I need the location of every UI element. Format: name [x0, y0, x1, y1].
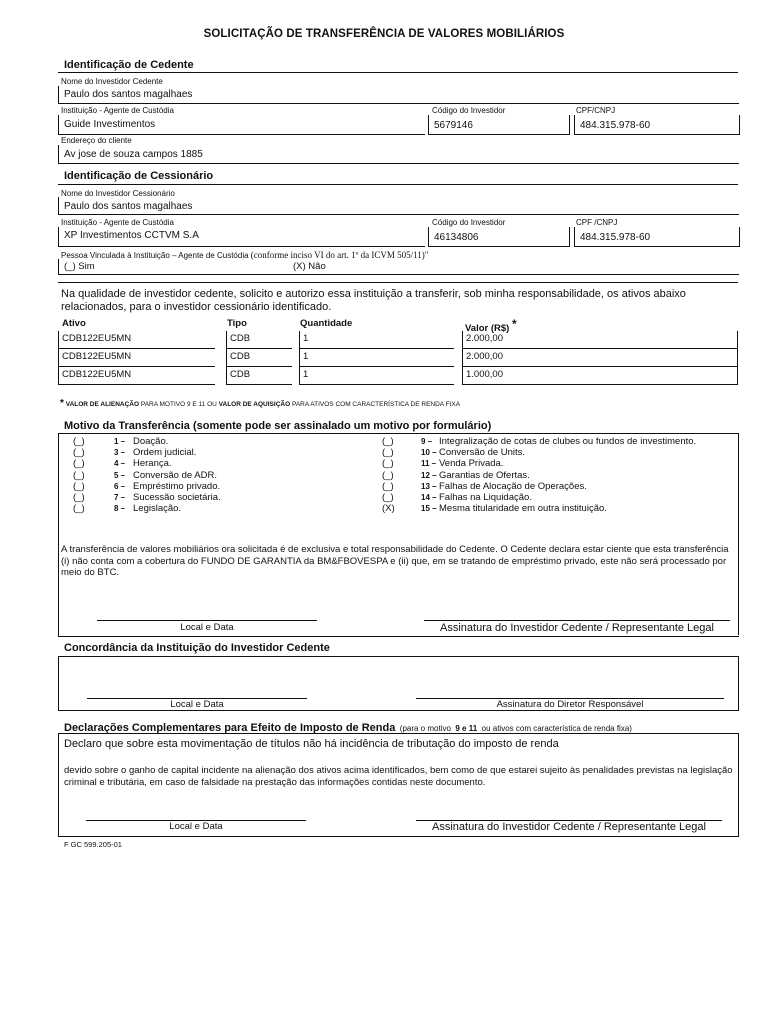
- cedente-section-title: Identificação de Cedente: [64, 59, 194, 71]
- motivo-left-label: Doação.: [133, 436, 169, 447]
- footnote-t1: PARA MOTIVO 9 E 11 OU: [140, 401, 217, 408]
- cedente-nome-label: Nome do Investidor Cedente: [61, 77, 163, 86]
- cedente-codigo-field[interactable]: [428, 115, 570, 135]
- motivo-right-number: 9 –: [421, 437, 433, 446]
- asset-tipo-cell[interactable]: CDB: [226, 331, 292, 349]
- vinculada-sim-option[interactable]: (_) Sim: [64, 261, 95, 272]
- cedente-cpf-value: 484.315.978-60: [580, 120, 651, 131]
- motivo-right-checkbox[interactable]: (_): [382, 469, 394, 481]
- header-valor-asterisk: *: [512, 317, 517, 331]
- vinculada-field: [58, 259, 739, 275]
- concordancia-right-border: [738, 656, 739, 711]
- motivo-left-checkbox[interactable]: (_): [73, 480, 85, 492]
- motivo-right-checkbox[interactable]: (_): [382, 492, 394, 503]
- asset-valor-cell[interactable]: 2.000,00: [462, 349, 738, 367]
- cedente-cpf-label: CPF/CNPJ: [576, 106, 616, 115]
- footnote: [60, 398, 460, 409]
- motivo-right-checkbox[interactable]: (_): [382, 447, 394, 459]
- cedente-cpf-field[interactable]: [574, 115, 740, 135]
- motivo-left-number: 7 –: [114, 493, 126, 502]
- asset-valor-cell[interactable]: 1.000,00: [462, 367, 738, 385]
- motivo-right-number: 15 –: [421, 504, 437, 514]
- motivo-left-label: Empréstimo privado.: [133, 480, 221, 492]
- header-valor-label: Valor (R$): [465, 323, 510, 334]
- motivo-left-number: 1 –: [114, 437, 126, 446]
- cedente-instituicao-value: Guide Investimentos: [64, 119, 156, 130]
- motivo-left-number: 3 –: [114, 448, 126, 458]
- motivo-right-label: Garantias de Ofertas.: [439, 469, 530, 481]
- footnote-star: *: [60, 398, 64, 409]
- motivo-right-checkbox[interactable]: (X): [382, 503, 395, 515]
- asset-quantidade-cell[interactable]: 1: [299, 331, 454, 349]
- motivo-rule: [58, 433, 738, 434]
- cessionario-nome-label: Nome do Investidor Cessionário: [61, 189, 175, 198]
- asset-tipo-cell[interactable]: CDB: [226, 349, 292, 367]
- cessionario-nome-field[interactable]: [58, 197, 739, 215]
- cessionario-codigo-field[interactable]: [428, 227, 570, 247]
- motivo-right-label: Mesma titularidade em outra instituição.: [439, 503, 607, 515]
- motivo-left-checkbox[interactable]: (_): [73, 503, 85, 515]
- cedente-rule: [58, 72, 738, 73]
- header-tipo: Tipo: [227, 318, 247, 329]
- cessionario-cpf-value: 484.315.978-60: [580, 232, 651, 243]
- cedente-codigo-label: Código do Investidor: [432, 106, 506, 115]
- concordancia-local-label: Local e Data: [170, 699, 224, 710]
- form-code: F GC 599.205-01: [64, 840, 122, 849]
- form-title: SOLICITAÇÃO DE TRANSFERÊNCIA DE VALORES MOBILIÁRIOS: [203, 28, 565, 40]
- declaracoes-section-title: Declarações Complementares para Efeito de Imposto de Renda: [64, 722, 396, 734]
- motivo-right-label: Conversão de Units.: [439, 447, 526, 459]
- asset-quantidade-cell[interactable]: 1: [299, 367, 454, 385]
- motivo-right-label: Falhas na Liquidação.: [439, 492, 532, 503]
- motivo-left-checkbox[interactable]: (_): [73, 436, 85, 447]
- motivo-right-checkbox[interactable]: (_): [382, 436, 394, 447]
- declaracoes-line1: Declaro que sobre esta movimentação de títulos não há incidência de tributação do imposto de renda: [64, 738, 559, 750]
- cessionario-rule: [58, 184, 738, 185]
- motivo-right-checkbox[interactable]: (_): [382, 458, 394, 470]
- cessionario-instituicao-label: Instituição - Agente de Custódia: [61, 218, 174, 227]
- cedente-nome-field[interactable]: [58, 86, 739, 104]
- declaracoes-line2: devido sobre o ganho de capital incidente na alienação dos ativos acima identificados, bem como de que estarei sujeito às penalidades previstas na legislação criminal e tributária, em caso de falsidade na prestação das informações contidas neste documento.: [64, 765, 733, 788]
- motivo-left-label: Conversão de ADR.: [133, 469, 217, 481]
- intro-rule: [58, 282, 738, 283]
- cessionario-codigo-value: 46134806: [434, 232, 479, 243]
- declaracoes-local-label: Local e Data: [169, 821, 223, 832]
- motivo-left-number: 4 –: [114, 459, 126, 469]
- footnote-alienacao: VALOR DE ALIENAÇÃO: [65, 401, 140, 408]
- motivo-left-number: 8 –: [114, 504, 126, 514]
- motivo-disclaimer: A transferência de valores mobiliários ora solicitada é de exclusiva e total responsabilidade do Cedente. O Cedente declara estar ciente que esta transferência (i) não conta com a cobertura do FUNDO DE GARANTIA da BM&FBOVESPA e (ii) que, em se tratando de empréstimo privado, este não será processado por meio do BTC.: [61, 544, 729, 578]
- motivo-left-checkbox[interactable]: (_): [73, 458, 85, 470]
- cessionario-instituicao-value: XP Investimentos CCTVM S.A: [64, 230, 199, 241]
- cessionario-section-title: Identificação de Cessionário: [64, 170, 214, 182]
- motivo-local-line[interactable]: [97, 620, 317, 621]
- motivo-left-label: Legislação.: [133, 503, 182, 515]
- intro-text: Na qualidade de investidor cedente, solicito e autorizo essa instituição a transferir, sob minha responsabilidade, os ativos abaixo relacionados, para o investidor cessionário identificado.: [61, 288, 686, 313]
- declaracoes-right-border: [738, 733, 739, 837]
- motivo-right-number: 13 –: [421, 481, 437, 491]
- motivo-left-number: 6 –: [114, 481, 126, 491]
- motivo-right-label: Falhas de Alocação de Operações.: [439, 480, 587, 492]
- motivo-right-label: Venda Privada.: [439, 458, 504, 470]
- declaracoes-assinatura-label: Assinatura do Investidor Cedente / Representante Legal: [432, 821, 706, 833]
- footnote-t2: PARA ATIVOS COM CARACTERÍSTICA DE RENDA FIXA: [291, 401, 461, 408]
- motivo-left-checkbox[interactable]: (_): [73, 492, 85, 503]
- declaracoes-note-bold: 9 e 11: [455, 724, 478, 733]
- cedente-nome-value: Paulo dos santos magalhaes: [64, 89, 193, 100]
- motivo-right-border: [738, 433, 739, 635]
- cessionario-instituicao-field[interactable]: [58, 227, 425, 247]
- cedente-endereco-value: Av jose de souza campos 1885: [64, 149, 203, 160]
- cessionario-cpf-field[interactable]: [574, 227, 740, 247]
- motivo-left-label: Sucessão societária.: [133, 492, 221, 503]
- header-quantidade: Quantidade: [300, 318, 353, 329]
- cessionario-cpf-label: CPF /CNPJ: [576, 218, 618, 227]
- motivo-right-checkbox[interactable]: (_): [382, 480, 394, 492]
- motivo-right-number: 10 –: [421, 448, 437, 458]
- concordancia-section-title: Concordância da Instituição do Investidor Cedente: [64, 642, 330, 654]
- vinculada-label: Pessoa Vinculada à Instituição – Agente de Custódia: [61, 251, 249, 260]
- declaracoes-note-post: ou ativos com característica de renda fixa): [481, 724, 632, 733]
- asset-ativo-cell[interactable]: CDB122EU5MN: [58, 349, 215, 367]
- concordancia-assinatura-label: Assinatura do Diretor Responsável: [496, 699, 644, 710]
- motivo-local-label: Local e Data: [180, 622, 234, 633]
- cedente-instituicao-label: Instituição - Agente de Custódia: [61, 106, 174, 115]
- vinculada-nao-option[interactable]: (X) Não: [293, 261, 326, 272]
- asset-ativo-cell[interactable]: CDB122EU5MN: [58, 331, 215, 349]
- motivo-section-title: Motivo da Transferência (somente pode ser assinalado um motivo por formulário): [64, 420, 492, 432]
- motivo-left-label: Ordem judicial.: [133, 447, 197, 459]
- motivo-right-label: Integralização de cotas de clubes ou fundos de investimento.: [439, 436, 697, 447]
- motivo-left-checkbox[interactable]: (_): [73, 469, 85, 481]
- motivo-right-number: 12 –: [421, 470, 437, 480]
- motivo-right-number: 14 –: [421, 493, 437, 502]
- motivo-right-number: 11 –: [421, 459, 437, 469]
- cedente-endereco-field[interactable]: [58, 145, 739, 164]
- motivo-left-checkbox[interactable]: (_): [73, 447, 85, 459]
- asset-quantidade-cell[interactable]: 1: [299, 349, 454, 367]
- asset-valor-cell[interactable]: 2.000,00: [462, 331, 738, 349]
- cessionario-codigo-label: Código do Investidor: [432, 218, 506, 227]
- asset-ativo-cell[interactable]: CDB122EU5MN: [58, 367, 215, 385]
- asset-tipo-cell[interactable]: CDB: [226, 367, 292, 385]
- cedente-instituicao-field[interactable]: [58, 115, 425, 135]
- footnote-aquisicao: VALOR DE AQUISIÇÃO: [218, 401, 291, 408]
- header-ativo: Ativo: [62, 318, 86, 329]
- motivo-left-number: 5 –: [114, 470, 126, 480]
- motivo-assinatura-label: Assinatura do Investidor Cedente / Representante Legal: [440, 622, 714, 634]
- cessionario-nome-value: Paulo dos santos magalhaes: [64, 201, 193, 212]
- cedente-endereco-label: Endereço do cliente: [61, 136, 132, 145]
- motivo-assinatura-line[interactable]: [424, 620, 730, 621]
- vinculada-ref: (conforme inciso VI do art. 1º da ICVM 505/11)": [250, 250, 429, 260]
- declaracoes-note-pre: (para o motivo: [399, 724, 451, 733]
- cedente-codigo-value: 5679146: [434, 120, 473, 131]
- motivo-left-label: Herança.: [133, 458, 172, 470]
